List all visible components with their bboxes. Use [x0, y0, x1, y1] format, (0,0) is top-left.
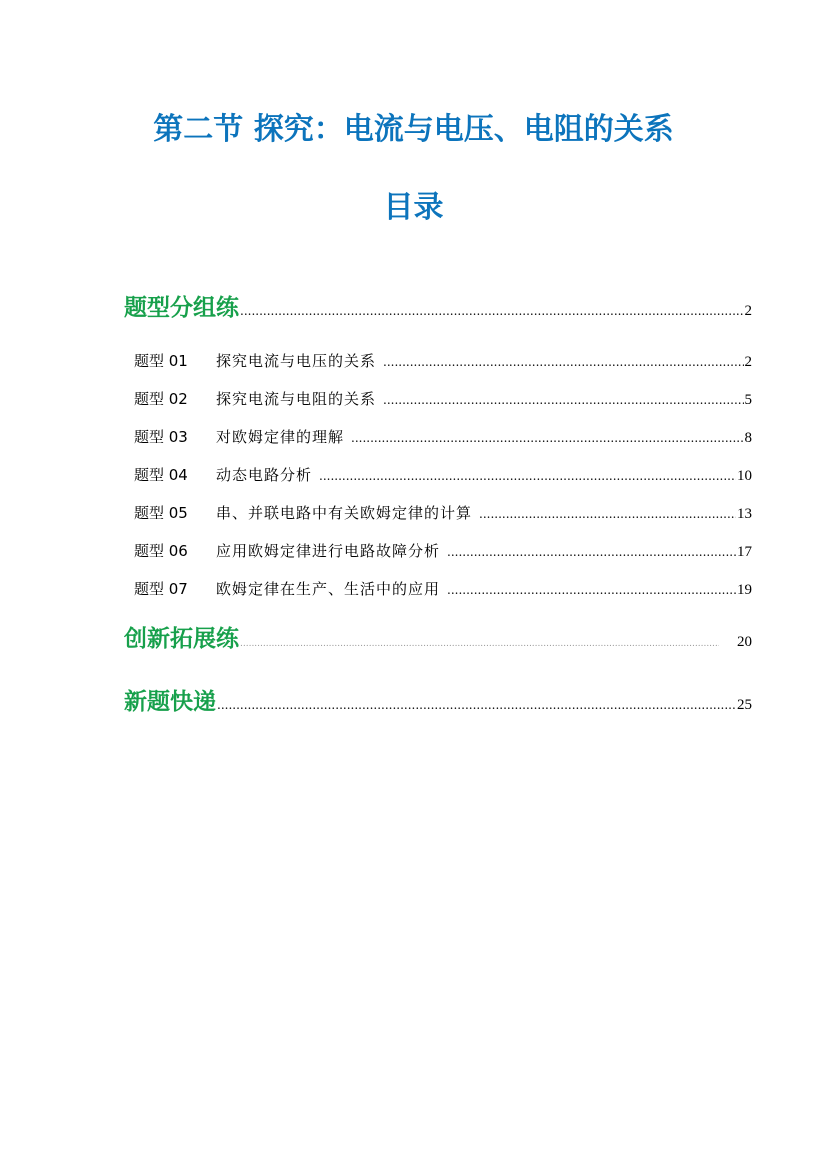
toc-item-label: 欧姆定律在生产、生活中的应用: [216, 580, 441, 598]
toc-section-label: 题型分组练: [124, 295, 239, 321]
toc-item-label: 串、并联电路中有关欧姆定律的计算: [216, 504, 473, 522]
toc-item-label: 应用欧姆定律进行电路故障分析: [216, 542, 441, 560]
toc-item-row[interactable]: [134, 388, 752, 409]
toc-leader-dots: [383, 355, 743, 369]
toc-item-label: 对欧姆定律的理解: [216, 428, 345, 446]
toc-page-number: 17: [737, 544, 752, 560]
toc-section-row[interactable]: [124, 620, 752, 653]
toc-leader-dots: [351, 431, 743, 445]
toc-page-number: 5: [744, 392, 752, 408]
toc-page-number: 19: [737, 582, 752, 598]
toc-item-label: 探究电流与电阻的关系: [216, 390, 377, 408]
toc-item-row[interactable]: [134, 350, 752, 371]
toc-item-prefix: 题型 03: [134, 428, 188, 446]
toc-section-label: 新题快递: [124, 689, 216, 715]
toc-item-label: 探究电流与电压的关系: [216, 352, 377, 370]
toc-item-prefix: 题型 02: [134, 390, 188, 408]
toc-leader-dots: [319, 469, 736, 483]
toc-page-number: 20: [737, 634, 752, 650]
toc-section-row[interactable]: [124, 683, 752, 716]
toc-page-number: 10: [737, 468, 752, 484]
toc-leader-dots: [383, 393, 743, 407]
toc-item-row[interactable]: [134, 540, 752, 561]
toc-page-number: 25: [737, 697, 752, 713]
toc-page-number: 13: [737, 506, 752, 522]
toc-heading: 目录: [383, 190, 444, 225]
toc-item-row[interactable]: [134, 502, 752, 523]
toc-leader-dots: [447, 545, 736, 559]
toc-item-row[interactable]: [134, 426, 752, 447]
page-title: 第二节 探究：电流与电压、电阻的关系: [153, 112, 674, 147]
toc-item-prefix: 题型 05: [134, 504, 188, 522]
toc-page-number: 2: [744, 303, 752, 319]
toc-section-label: 创新拓展练: [124, 626, 239, 652]
toc-item-label: 动态电路分析: [216, 466, 313, 484]
toc-section-row[interactable]: [124, 289, 752, 322]
toc-item-prefix: 题型 07: [134, 580, 188, 598]
toc-leader-dots: [240, 639, 719, 649]
toc-item-row[interactable]: [134, 464, 752, 485]
toc-page-number: 8: [744, 430, 752, 446]
toc-page-number: 2: [744, 354, 752, 370]
toc-item-row[interactable]: [134, 578, 752, 599]
toc-item-prefix: 题型 04: [134, 466, 188, 484]
toc-leader-dots: [479, 507, 736, 521]
toc-leader-dots: [240, 304, 744, 318]
toc-item-prefix: 题型 06: [134, 542, 188, 560]
toc-leader-dots: [447, 583, 736, 597]
toc-item-prefix: 题型 01: [134, 352, 188, 370]
toc-leader-dots: [217, 698, 736, 712]
